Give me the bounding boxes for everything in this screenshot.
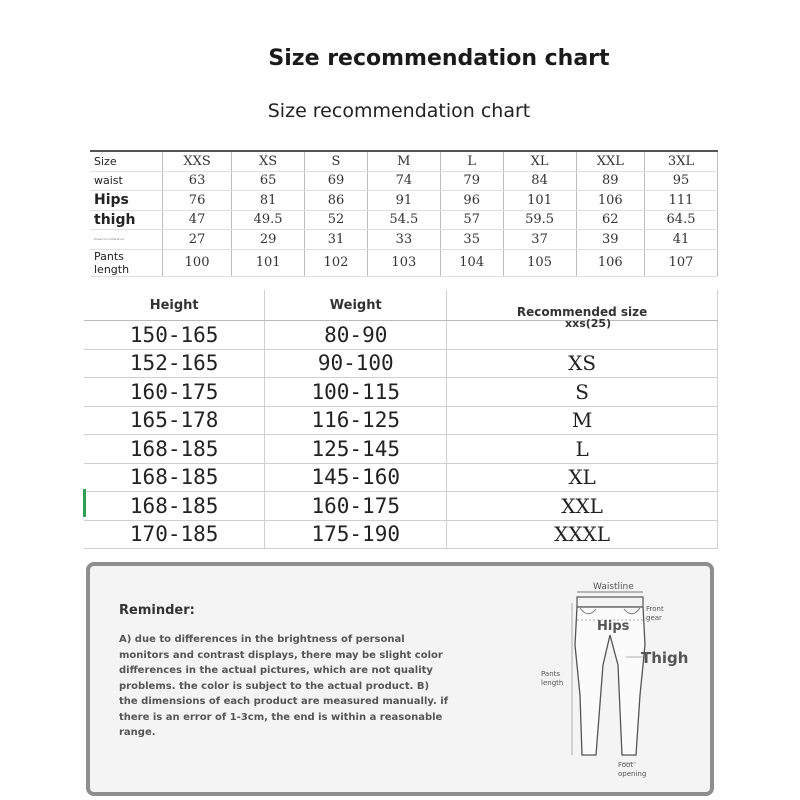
size-cell: 35 (440, 230, 503, 250)
height-cell: 170-185 (84, 520, 265, 549)
size-cell: 47 (163, 210, 232, 230)
height-cell: 165-178 (84, 406, 265, 435)
height-weight-row (84, 321, 718, 350)
size-measurement-table (90, 150, 718, 277)
size-cell: 105 (503, 249, 576, 276)
height-header: Height (84, 290, 265, 321)
size-cell: XXL (576, 151, 645, 171)
size-row-label: Size (90, 151, 163, 171)
chart-subtitle: Size recommendation chart (267, 100, 531, 122)
size-row-label: Knee circumference (90, 230, 163, 250)
size-cell: XS (232, 151, 305, 171)
size-cell: 102 (305, 249, 368, 276)
pants-length-label: Pants length (541, 670, 564, 687)
size-cell: 111 (645, 191, 718, 211)
page-title: Size recommendation chart (268, 46, 610, 71)
height-weight-row (84, 492, 718, 521)
size-cell: 69 (305, 171, 368, 191)
recommended-size-header: Recommended size (447, 290, 718, 321)
size-table-row (90, 249, 718, 276)
recommended-size-cell: XXXL (447, 520, 718, 549)
height-weight-row (84, 378, 718, 407)
recommended-size-cell: XL (447, 463, 718, 492)
thigh-label: Thigh (641, 649, 689, 667)
recommended-size-cell: XXL (447, 492, 718, 521)
height-cell: 168-185 (84, 435, 265, 464)
size-cell: 62 (576, 210, 645, 230)
recommended-size-cell: L (447, 435, 718, 464)
size-cell: 96 (440, 191, 503, 211)
size-cell: 41 (645, 230, 718, 250)
height-cell: 168-185 (84, 463, 265, 492)
waistline-label: Waistline (593, 582, 634, 592)
size-cell: 107 (645, 249, 718, 276)
reminder-text: A) due to differences in the brightness of personal monitors and contrast displays, there may be slight color differences in the actual pictures, which are not quality problems. the color is subject to the actual product. B) the dimensions of each product are measured manually. if there is an error of 1-3cm, the end is within a reasonable range. (119, 634, 449, 738)
size-cell: 84 (503, 171, 576, 191)
size-cell: 106 (576, 191, 645, 211)
weight-cell: 175-190 (265, 520, 447, 549)
height-weight-row (84, 520, 718, 549)
size-row-label: Hips (90, 191, 163, 211)
recommended-size-cell: XS (447, 349, 718, 378)
size-cell: XL (503, 151, 576, 171)
size-cell: 31 (305, 230, 368, 250)
reminder-title: Reminder: (119, 603, 195, 618)
size-cell: 95 (645, 171, 718, 191)
size-cell: 57 (440, 210, 503, 230)
size-cell: XXS (163, 151, 232, 171)
size-cell: 64.5 (645, 210, 718, 230)
weight-header: Weight (265, 290, 447, 321)
xxs-size-note: xxs(25) (565, 317, 612, 330)
height-weight-row (84, 435, 718, 464)
height-cell: 152-165 (84, 349, 265, 378)
size-cell: 81 (232, 191, 305, 211)
height-cell: 150-165 (84, 321, 265, 350)
size-cell: 52 (305, 210, 368, 230)
height-cell: 168-185 (84, 492, 265, 521)
size-cell: 86 (305, 191, 368, 211)
height-weight-table (84, 290, 718, 549)
size-cell: 49.5 (232, 210, 305, 230)
size-cell: 37 (503, 230, 576, 250)
height-weight-row (84, 463, 718, 492)
weight-cell: 90-100 (265, 349, 447, 378)
size-table-row (90, 151, 718, 171)
size-cell: 104 (440, 249, 503, 276)
weight-cell: 125-145 (265, 435, 447, 464)
size-cell: 89 (576, 171, 645, 191)
size-table-row (90, 230, 718, 250)
weight-cell: 116-125 (265, 406, 447, 435)
recommended-size-cell: M (447, 406, 718, 435)
size-cell: 54.5 (367, 210, 440, 230)
weight-cell: 80-90 (265, 321, 447, 350)
size-cell: M (367, 151, 440, 171)
size-cell: 33 (367, 230, 440, 250)
size-cell: 103 (367, 249, 440, 276)
size-cell: 3XL (645, 151, 718, 171)
foot-opening-label: Foot opening (618, 761, 647, 778)
size-row-label: thigh (90, 210, 163, 230)
weight-cell: 145-160 (265, 463, 447, 492)
size-table-row (90, 191, 718, 211)
size-cell: 27 (163, 230, 232, 250)
size-table-row (90, 210, 718, 230)
size-cell: L (440, 151, 503, 171)
height-cell: 160-175 (84, 378, 265, 407)
size-cell: 100 (163, 249, 232, 276)
size-row-label: Pants length (90, 249, 163, 276)
size-cell: 74 (367, 171, 440, 191)
size-cell: S (305, 151, 368, 171)
size-cell: 63 (163, 171, 232, 191)
size-cell: 39 (576, 230, 645, 250)
size-cell: 101 (232, 249, 305, 276)
size-cell: 101 (503, 191, 576, 211)
size-cell: 59.5 (503, 210, 576, 230)
size-table-row (90, 171, 718, 191)
size-cell: 29 (232, 230, 305, 250)
size-cell: 106 (576, 249, 645, 276)
weight-cell: 100-115 (265, 378, 447, 407)
height-weight-row (84, 349, 718, 378)
size-cell: 91 (367, 191, 440, 211)
recommended-size-cell: S (447, 378, 718, 407)
height-weight-row (84, 406, 718, 435)
size-row-label: waist (90, 171, 163, 191)
size-cell: 65 (232, 171, 305, 191)
size-cell: 76 (163, 191, 232, 211)
weight-cell: 160-175 (265, 492, 447, 521)
row-marker (83, 489, 86, 517)
hips-label: Hips (597, 619, 630, 634)
front-gear-label: Front gear (646, 605, 664, 622)
size-cell: 79 (440, 171, 503, 191)
